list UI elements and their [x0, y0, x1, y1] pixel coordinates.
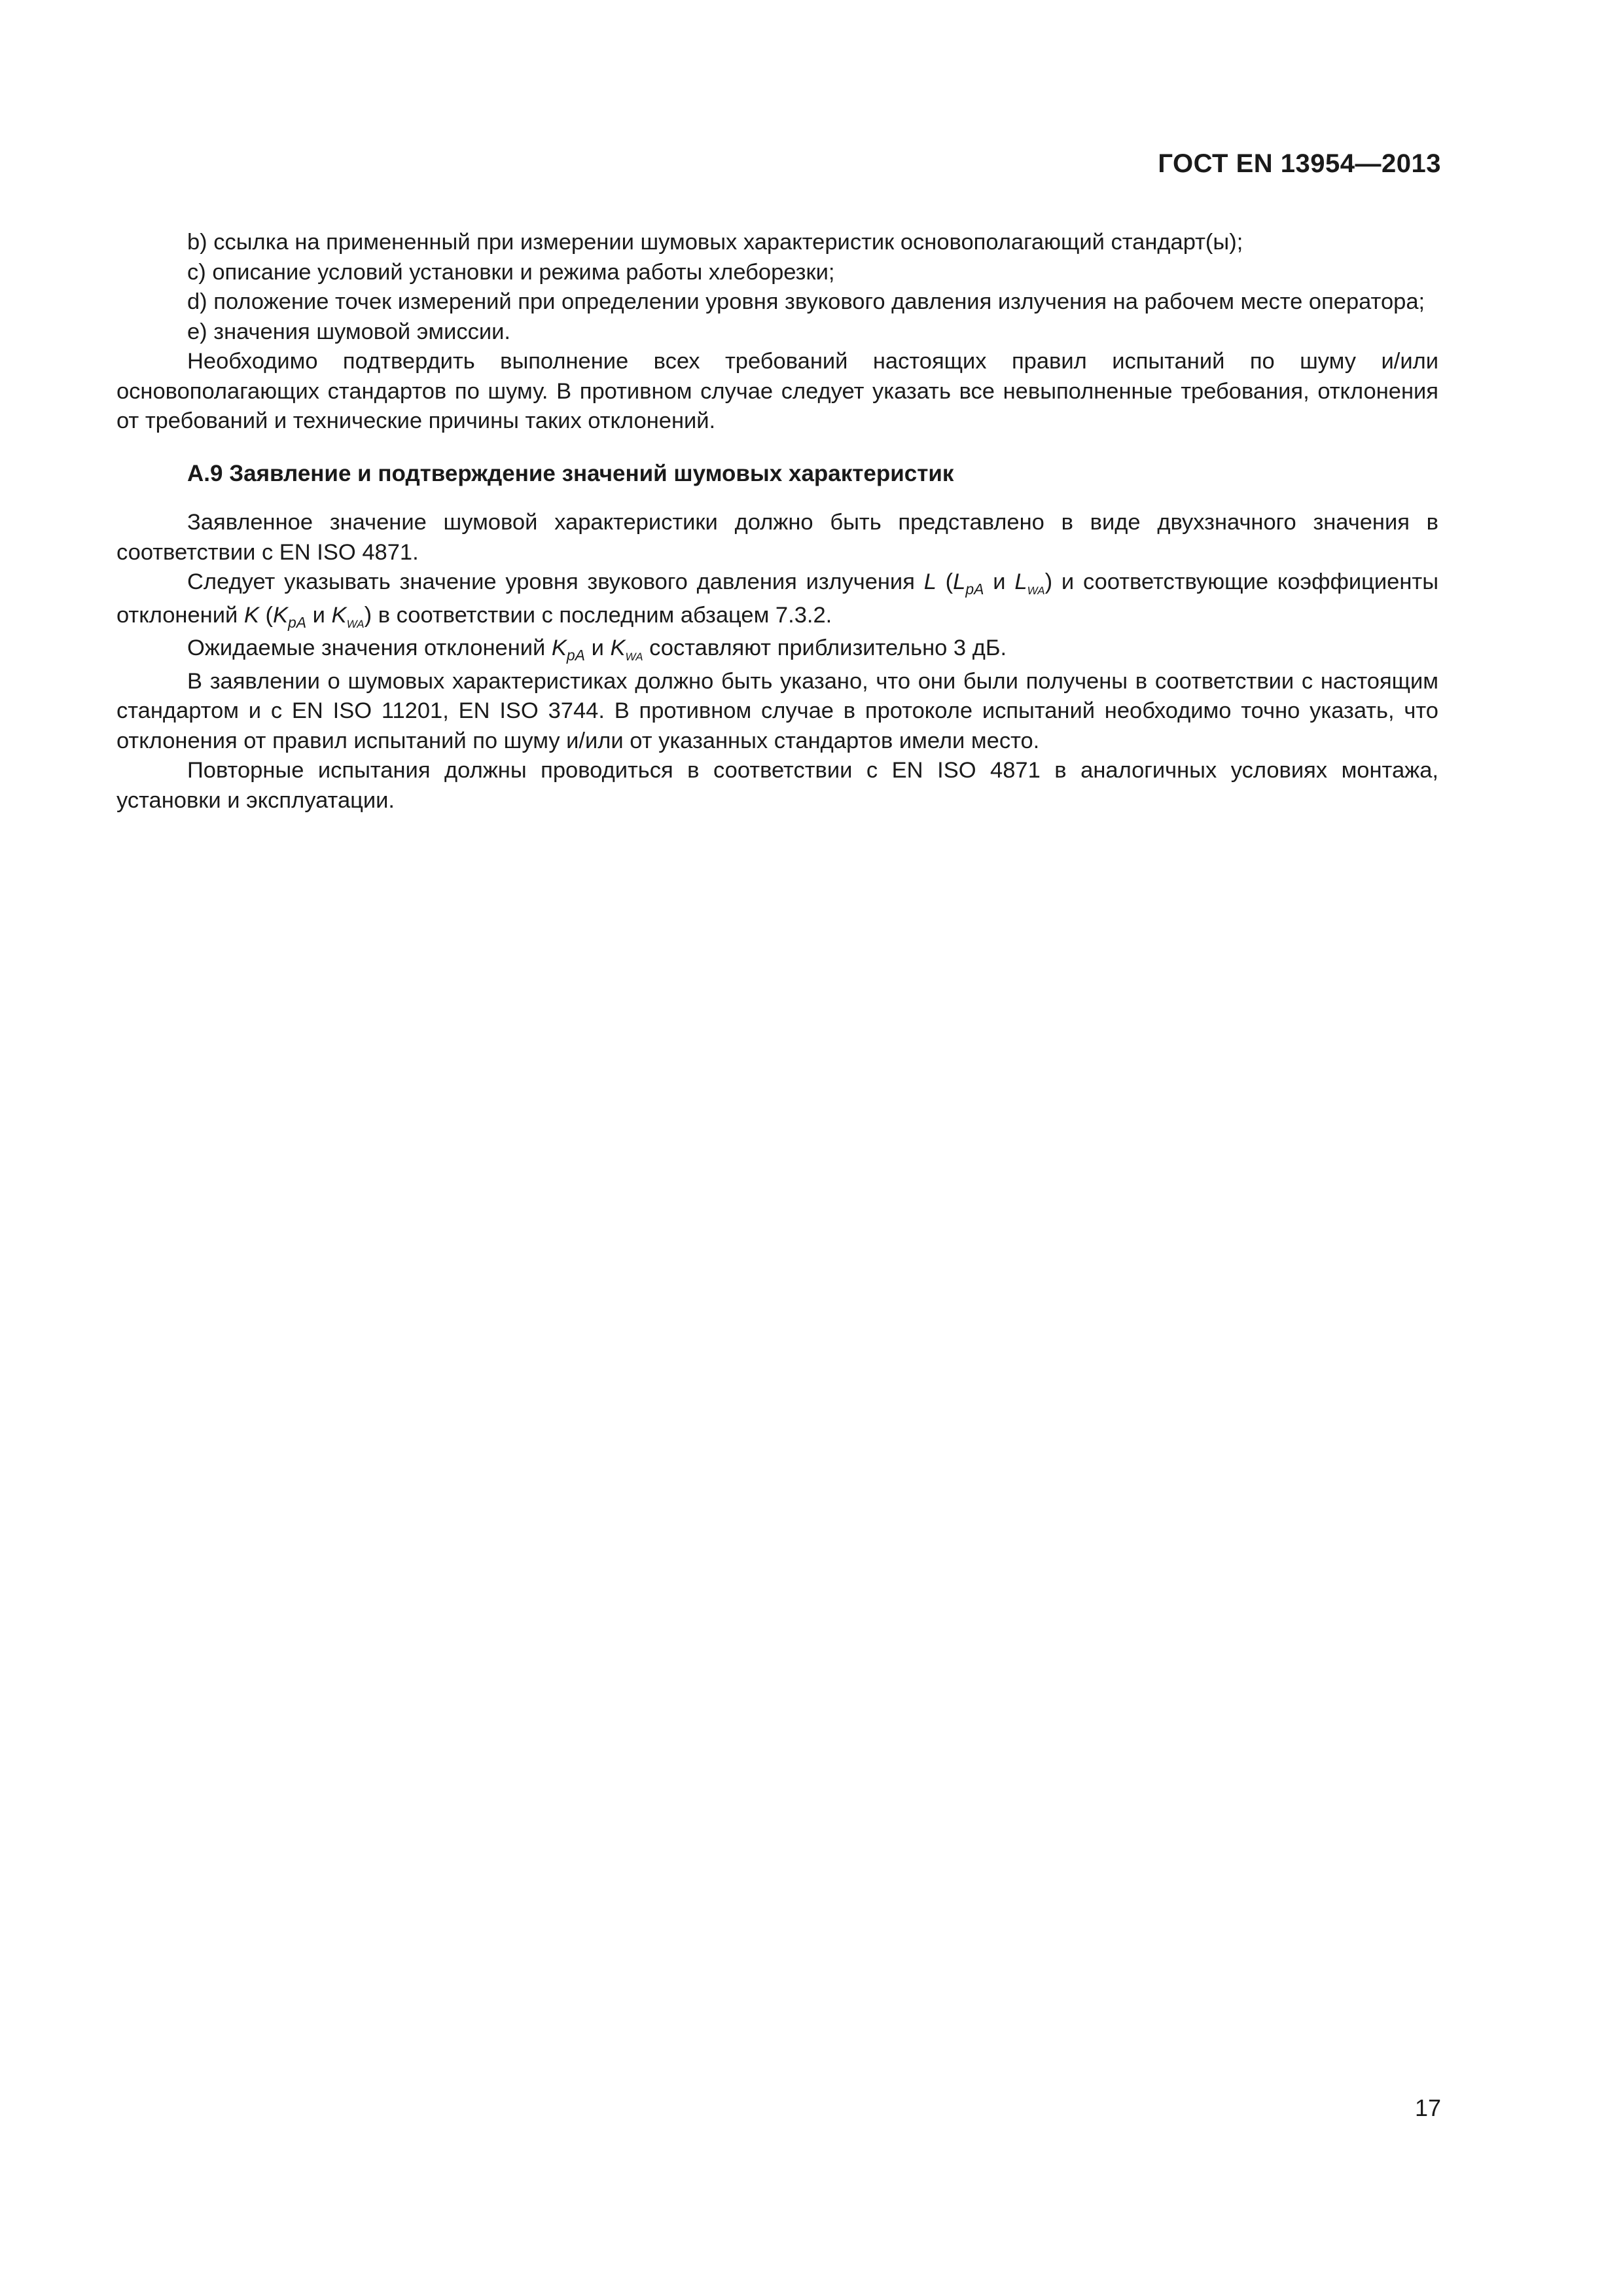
subscript-pa: pA [287, 613, 307, 631]
text-fragment: ) в соответствии с последним абзацем 7.3.2. [364, 602, 832, 628]
paragraph-declared-value: Заявленное значение шумовой характеристики должно быть представлено в виде двухзначного значения в соответствии с EN ISO 4871. [116, 510, 1438, 565]
paragraph-sound-pressure [116, 567, 1438, 634]
text-fragment: и [306, 602, 332, 628]
text-fragment: ) и соответствующие коэффициенты отклонений [116, 569, 1439, 628]
text-fragment: составляют приблизительно 3 дБ. [643, 636, 1007, 660]
list-item-b: b) ссылка на примененный при измерении шумовых характеристик основополагающий стандарт(ы); [187, 230, 1243, 255]
section-heading-a9: А.9 Заявление и подтверждение значений шумовых характеристик [187, 460, 954, 486]
document-body [116, 228, 1438, 816]
text-fragment: и [585, 636, 611, 660]
subscript-pa: pA [965, 581, 984, 598]
symbol-k: K [243, 602, 259, 628]
text-fragment: и [984, 569, 1015, 594]
subscript-pa: pA [566, 647, 586, 664]
subscript-wa: WA [346, 617, 365, 630]
text-fragment: ( [259, 602, 273, 628]
subscript-wa: WA [625, 651, 643, 663]
symbol-k-pa: K [551, 636, 567, 660]
page-number: 17 [1414, 2094, 1441, 2121]
text-fragment: Следует указывать значение уровня звукового давления излучения [187, 569, 924, 594]
list-item-c: с) описание условий установки и режима работы хлеборезки; [187, 259, 835, 285]
symbol-l: L [923, 569, 936, 594]
symbol-k-wa: K [331, 602, 347, 628]
text-fragment: Ожидаемые значения отклонений [187, 636, 552, 660]
list-item-d: d) положение точек измерений при определении уровня звукового давления излучения на рабочем месте оператора; [187, 289, 1425, 314]
symbol-l-pa: L [953, 569, 966, 594]
subscript-wa: WA [1027, 584, 1045, 597]
symbol-k-pa: K [272, 602, 288, 628]
symbol-l-wa: L [1014, 569, 1027, 594]
paragraph-declaration-statement: В заявлении о шумовых характеристиках должно быть указано, что они были получены в соответствии с настоящим стандартом и с EN ISO 11201, EN ISO 3744. В противном случае в протоколе испытаний необходимо точно указать, что отклонения от правил испытаний по шуму и/или от указанных стандартов имели место. [116, 668, 1438, 753]
paragraph-expected-deviation [116, 634, 1438, 667]
paragraph-repeat-tests: Повторные испытания должны проводиться в соответствии с EN ISO 4871 в аналогичных условиях монтажа, установки и эксплуатации. [116, 758, 1438, 813]
list-item-e: е) значения шумовой эмиссии. [187, 319, 510, 344]
symbol-k-wa: K [610, 636, 626, 660]
document-header-title: ГОСТ EN 13954—2013 [1158, 149, 1441, 178]
text-fragment: ( [936, 569, 954, 594]
paragraph-confirm-requirements: Необходимо подтвердить выполнение всех требований настоящих правил испытаний по шуму и/или основополагающих стандартов по шуму. В противном случае следует указать все невыполненные требования, отклонения от требований и технические причины таких отклонений. [116, 349, 1438, 433]
